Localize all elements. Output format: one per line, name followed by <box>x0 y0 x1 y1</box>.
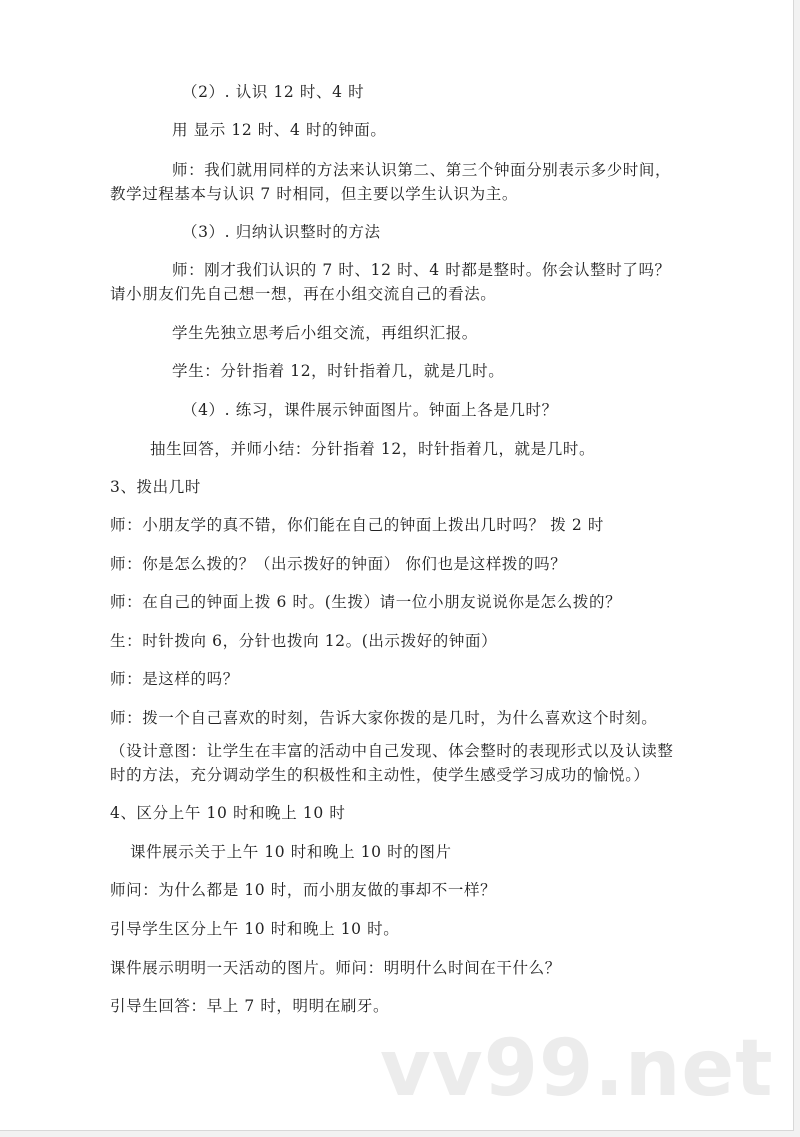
paragraph: 学生：分针指着 12，时针指着几，就是几时。 <box>172 362 505 380</box>
paragraph: 引导学生区分上午 10 时和晚上 10 时。 <box>110 920 400 938</box>
watermark: vv99.net <box>380 1024 774 1114</box>
paragraph: 课件展示明明一天活动的图片。师问：明明什么时间在干什么？ <box>110 959 561 977</box>
paragraph: 师：是这样的吗？ <box>110 670 239 688</box>
subheading-3: （3）. 归纳认识整时的方法 <box>182 223 381 241</box>
section-heading-4: 4、区分上午 10 时和晚上 10 时 <box>110 804 346 822</box>
paragraph: 师：刚才我们认识的 7 时、12 时、4 时都是整时。你会认整时了吗？ <box>172 261 671 279</box>
paragraph: 师：你是怎么拨的？（出示拨好的钟面） 你们也是这样拨的吗？ <box>110 555 567 573</box>
subheading-2: （2）. 认识 12 时、4 时 <box>182 83 365 101</box>
paragraph: 生：时针拨向 6，分针也拨向 12。(出示拨好的钟面） <box>110 632 498 650</box>
paragraph: 师问：为什么都是 10 时，而小朋友做的事却不一样？ <box>110 881 497 899</box>
paragraph: 课件展示关于上午 10 时和晚上 10 时的图片 <box>130 843 452 861</box>
paragraph: 请小朋友们先自己想一想，再在小组交流自己的看法。 <box>110 285 497 303</box>
paragraph: 师：在自己的钟面上拨 6 时。(生拨）请一位小朋友说说你是怎么拨的？ <box>110 593 622 611</box>
paragraph: 学生先独立思考后小组交流，再组织汇报。 <box>172 324 478 342</box>
design-intent: 时的方法，充分调动学生的积极性和主动性，使学生感受学习成功的愉悦。） <box>110 766 650 784</box>
paragraph: 抽生回答，并师小结：分针指着 12，时针指着几，就是几时。 <box>150 440 596 458</box>
design-intent: （设计意图：让学生在丰富的活动中自己发现、体会整时的表现形式以及认读整 <box>110 742 674 760</box>
paragraph: 师：我们就用同样的方法来认识第二、第三个钟面分别表示多少时间， <box>172 161 672 179</box>
section-heading-3: 3、拨出几时 <box>110 478 201 496</box>
paragraph: 用 显示 12 时、4 时的钟面。 <box>172 121 387 139</box>
paragraph: 师：小朋友学的真不错，你们能在自己的钟面上拨出几时吗？ 拨 2 时 <box>110 516 604 534</box>
paragraph: 引导生回答：早上 7 时，明明在刷牙。 <box>110 997 390 1015</box>
subheading-4: （4）. 练习，课件展示钟面图片。钟面上各是几时？ <box>182 401 558 419</box>
paragraph: 师：拨一个自己喜欢的时刻，告诉大家你拨的是几时，为什么喜欢这个时刻。 <box>110 709 658 727</box>
paragraph: 教学过程基本与认识 7 时相同，但主要以学生认识为主。 <box>110 185 518 203</box>
